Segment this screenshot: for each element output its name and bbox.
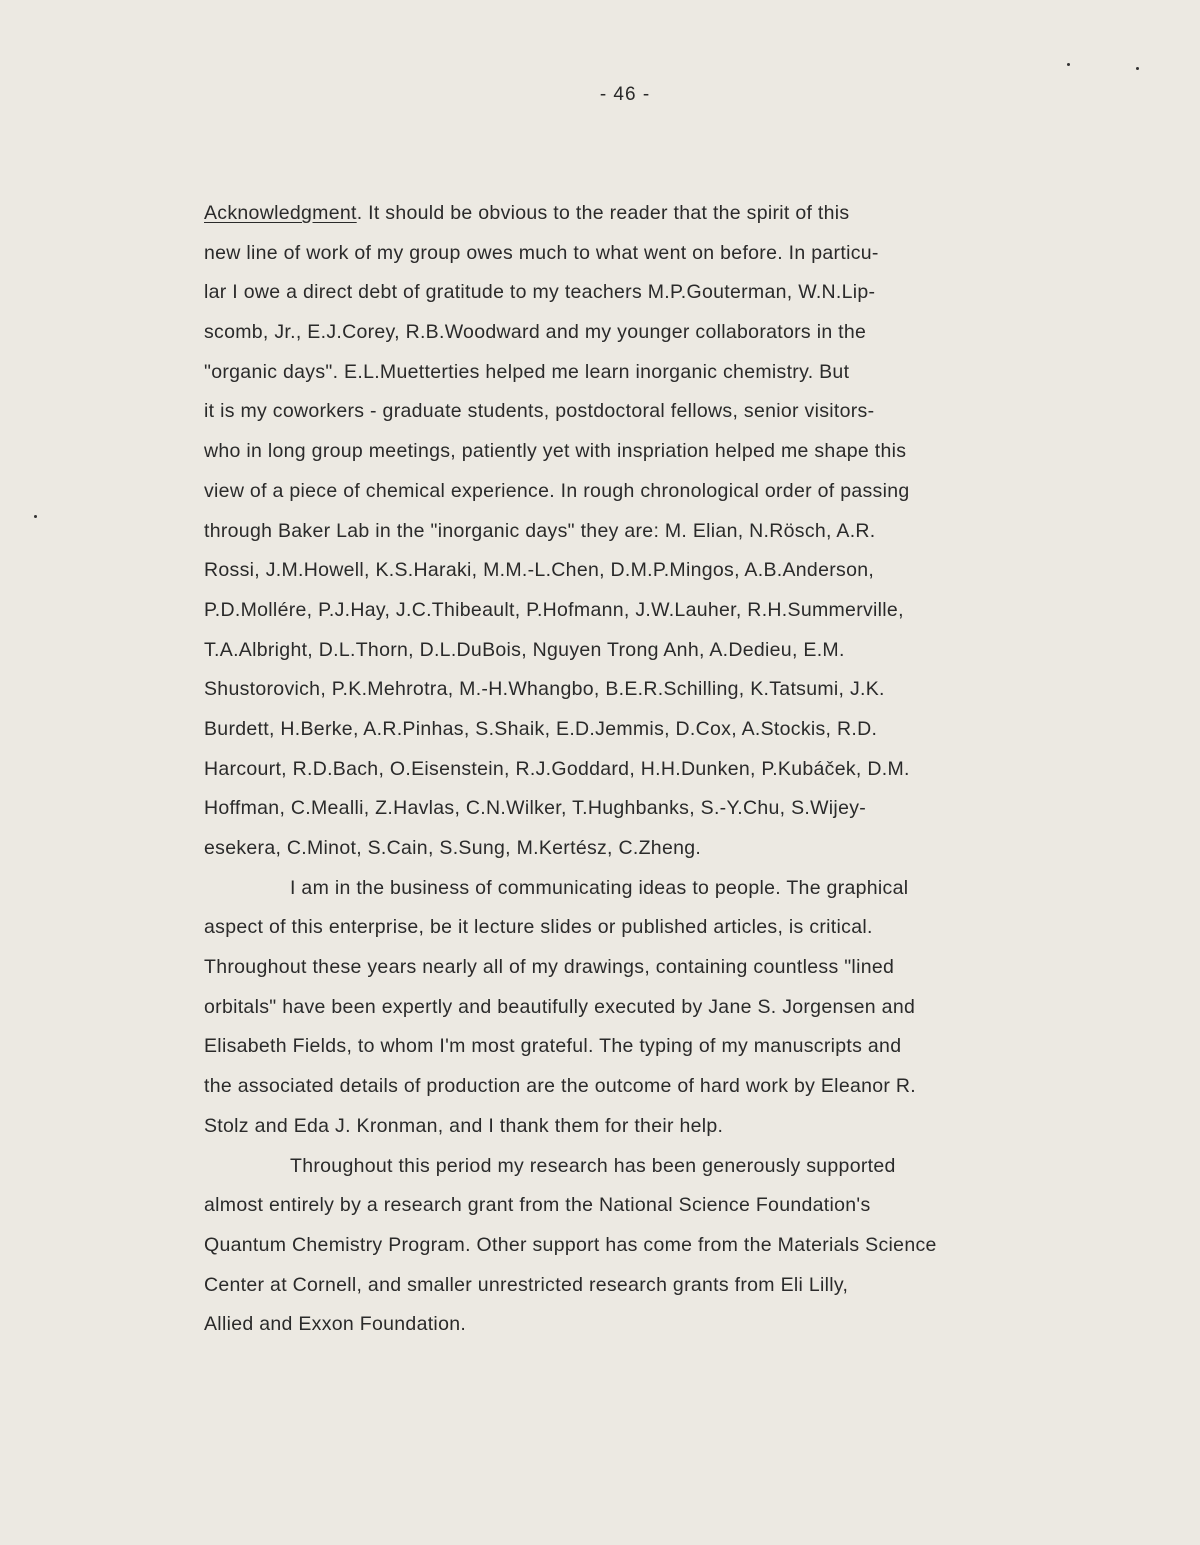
document-body: [204, 194, 1164, 1345]
text-line: [204, 988, 1164, 1028]
line-text: Throughout these years nearly all of my drawings, containing countless "lined: [204, 956, 895, 979]
text-line: [204, 1226, 1164, 1266]
line-text: Throughout this period my research has been generously supported: [290, 1154, 896, 1177]
scan-speck: [1067, 63, 1070, 66]
line-text: the associated details of production are the outcome of hard work by Eleanor R.: [204, 1075, 917, 1098]
line-text: new line of work of my group owes much to what went on before. In particu-: [204, 241, 879, 264]
line-text: Quantum Chemistry Program. Other support has come from the Materials Science: [204, 1233, 937, 1256]
text-line: [204, 1186, 1164, 1226]
text-line: [204, 234, 1164, 274]
line-text: Shustorovich, P.K.Mehrotra, M.-H.Whangbo, B.E.R.Schilling, K.Tatsumi, J.K.: [204, 678, 885, 701]
line-text: Burdett, H.Berke, A.R.Pinhas, S.Shaik, E.D.Jemmis, D.Cox, A.Stockis, R.D.: [204, 717, 878, 740]
line-text: . It should be obvious to the reader that the spirit of this: [356, 202, 850, 224]
line-text: Rossi, J.M.Howell, K.S.Haraki, M.M.-L.Chen, D.M.P.Mingos, A.B.Anderson,: [204, 559, 875, 582]
text-line: [204, 631, 1164, 671]
text-line: [204, 1107, 1164, 1147]
line-text: Hoffman, C.Mealli, Z.Havlas, C.N.Wilker, T.Hughbanks, S.-Y.Chu, S.Wijey-: [204, 797, 867, 820]
line-text: orbitals" have been expertly and beautifully executed by Jane S. Jorgensen and: [204, 995, 916, 1018]
text-line: [204, 869, 1164, 909]
text-line: [204, 512, 1164, 552]
line-text: aspect of this enterprise, be it lecture slides or published articles, is critical.: [204, 916, 873, 939]
text-line: [204, 710, 1164, 750]
line-text: view of a piece of chemical experience. In rough chronological order of passing: [204, 479, 910, 502]
line-text: T.A.Albright, D.L.Thorn, D.L.DuBois, Nguyen Trong Anh, A.Dedieu, E.M.: [204, 638, 845, 661]
text-line: [204, 1027, 1164, 1067]
text-line: [204, 194, 1164, 234]
text-line: [204, 789, 1164, 829]
line-text: Harcourt, R.D.Bach, O.Eisenstein, R.J.Goddard, H.H.Dunken, P.Kubáček, D.M.: [204, 757, 910, 780]
text-line: [204, 353, 1164, 393]
line-text: it is my coworkers - graduate students, postdoctoral fellows, senior visitors-: [204, 400, 875, 423]
scan-speck: [34, 515, 37, 518]
line-text: Elisabeth Fields, to whom I'm most grateful. The typing of my manuscripts and: [204, 1035, 902, 1058]
line-text: P.D.Mollére, P.J.Hay, J.C.Thibeault, P.Hofmann, J.W.Lauher, R.H.Summerville,: [204, 598, 904, 621]
text-line: [204, 472, 1164, 512]
text-line: [204, 1067, 1164, 1107]
line-text: almost entirely by a research grant from the National Science Foundation's: [204, 1194, 871, 1217]
text-line: [204, 1305, 1164, 1345]
line-text: Stolz and Eda J. Kronman, and I thank them for their help.: [204, 1114, 724, 1137]
text-line: [204, 948, 1164, 988]
section-heading: Acknowledgment: [204, 202, 357, 224]
page-number: - 46 -: [599, 84, 651, 105]
text-line: [204, 908, 1164, 948]
line-text: scomb, Jr., E.J.Corey, R.B.Woodward and my younger collaborators in the: [204, 321, 867, 344]
line-text: I am in the business of communicating ideas to people. The graphical: [290, 876, 909, 899]
text-line: [204, 432, 1164, 472]
text-line: [204, 750, 1164, 790]
line-text: Center at Cornell, and smaller unrestricted research grants from Eli Lilly,: [204, 1273, 849, 1296]
text-line: [204, 313, 1164, 353]
line-text: through Baker Lab in the "inorganic days" they are: M. Elian, N.Rösch, A.R.: [204, 519, 876, 542]
text-line: [204, 551, 1164, 591]
line-text: who in long group meetings, patiently yet with inspriation helped me shape this: [204, 440, 907, 463]
text-line: [204, 273, 1164, 313]
line-text: lar I owe a direct debt of gratitude to my teachers M.P.Gouterman, W.N.Lip-: [204, 281, 876, 304]
text-line: [204, 591, 1164, 631]
scan-speck: [1136, 67, 1139, 70]
text-line: [204, 670, 1164, 710]
text-line: [204, 1266, 1164, 1306]
line-text: "organic days". E.L.Muetterties helped me learn inorganic chemistry. But: [204, 360, 850, 383]
line-text: esekera, C.Minot, S.Cain, S.Sung, M.Kertész, C.Zheng.: [204, 837, 702, 859]
text-line: [204, 829, 1164, 869]
line-text: Allied and Exxon Foundation.: [204, 1313, 467, 1336]
text-line: [204, 392, 1164, 432]
text-line: [204, 1147, 1164, 1187]
